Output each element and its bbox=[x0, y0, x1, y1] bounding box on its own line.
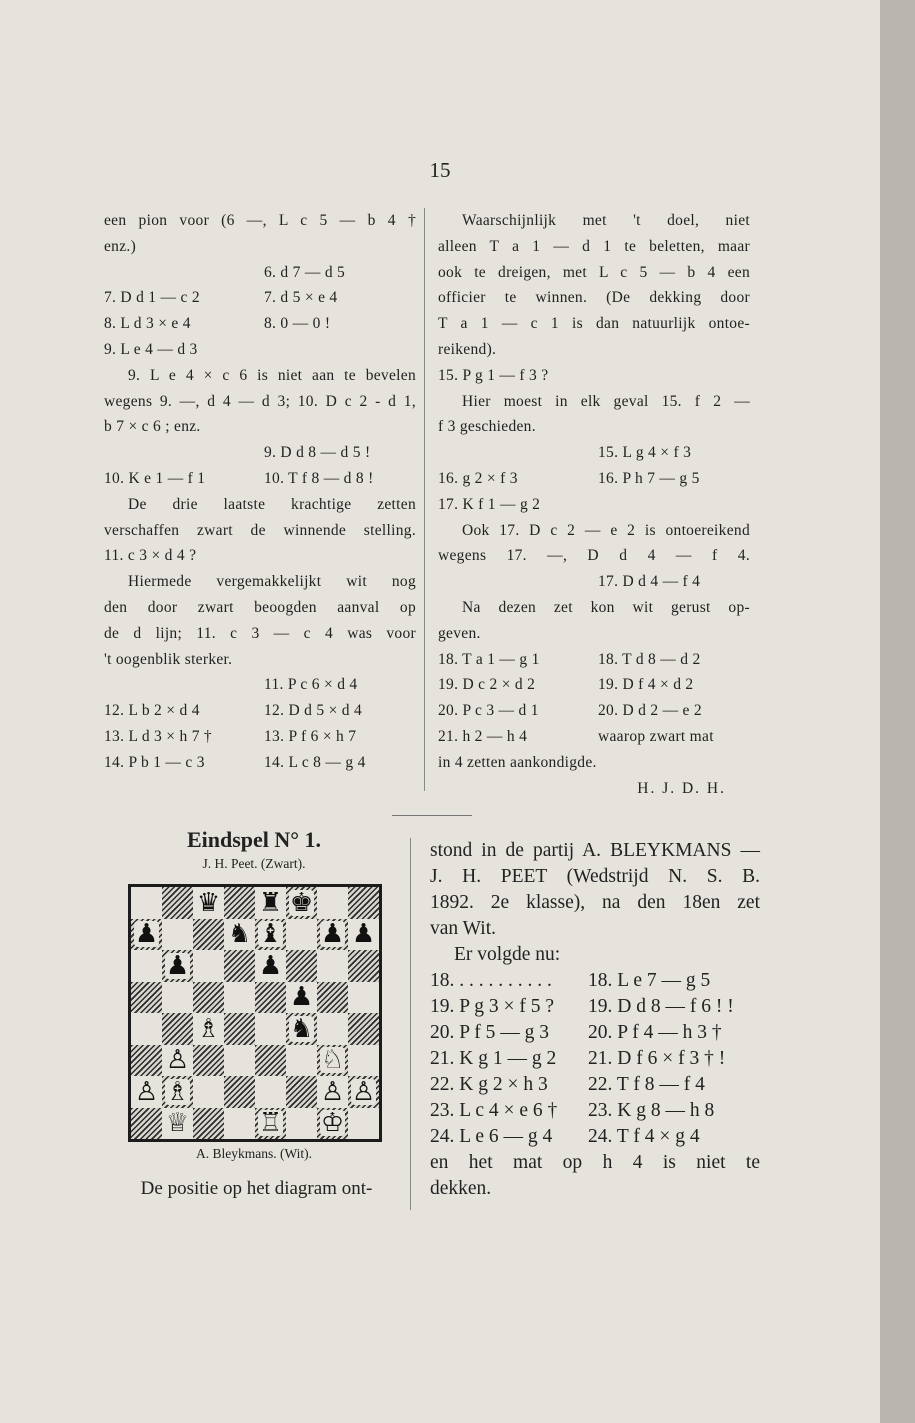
chess-piece-icon: ♛ bbox=[196, 887, 221, 918]
chess-piece-icon: ♚ bbox=[289, 887, 314, 918]
white-move bbox=[104, 672, 264, 698]
text-line: Ook 17. D c 2 — e 2 is ontoereikend bbox=[462, 521, 750, 539]
right-column bbox=[438, 208, 750, 801]
white-move: 22. K g 2 × h 3 bbox=[430, 1074, 548, 1095]
text-line: officier te winnen. (De dekking door bbox=[438, 289, 750, 307]
board-square bbox=[224, 1013, 255, 1045]
board-square bbox=[131, 950, 162, 982]
text-line: T a 1 — c 1 is dan natuurlijk ontoe- bbox=[438, 315, 750, 333]
move-row bbox=[438, 492, 750, 518]
text-line: van Wit. bbox=[430, 918, 497, 939]
move-row bbox=[104, 724, 416, 750]
board-square bbox=[193, 887, 224, 919]
board-square bbox=[348, 887, 379, 919]
text-line: 1892. 2e klasse), na den 18en zet bbox=[430, 892, 760, 913]
white-move: 20. P c 3 — d 1 bbox=[438, 702, 539, 720]
board-square bbox=[193, 950, 224, 982]
white-move: 16. g 2 × f 3 bbox=[438, 469, 518, 487]
page-edge bbox=[880, 0, 915, 1423]
text-line: enz.) bbox=[104, 237, 137, 255]
chess-piece-icon: ♙ bbox=[165, 1045, 190, 1076]
board-square bbox=[255, 1076, 286, 1108]
move-row bbox=[104, 337, 416, 363]
text-line: en het mat op h 4 is niet te bbox=[430, 1152, 760, 1173]
chess-piece-icon: ♟ bbox=[134, 919, 159, 950]
text-line: de d lijn; 11. c 3 — c 4 was voor bbox=[104, 624, 416, 642]
board-square bbox=[162, 887, 193, 919]
column-divider bbox=[424, 208, 425, 791]
board-square bbox=[224, 919, 255, 951]
board-square bbox=[348, 1076, 379, 1108]
board-square bbox=[193, 1013, 224, 1045]
board-square bbox=[162, 950, 193, 982]
black-move: 20. D d 2 — e 2 bbox=[598, 702, 702, 720]
chess-piece-icon: ♞ bbox=[227, 919, 252, 950]
board-square bbox=[193, 1076, 224, 1108]
board-square bbox=[131, 887, 162, 919]
board-square bbox=[255, 1108, 286, 1140]
text-line: dekken. bbox=[430, 1178, 492, 1199]
move-row bbox=[104, 466, 416, 492]
text-line: b 7 × c 6 ; enz. bbox=[104, 418, 201, 436]
note bbox=[104, 569, 416, 672]
move-row bbox=[430, 968, 760, 994]
board-square bbox=[317, 1108, 348, 1140]
white-player: A. Bleykmans. (Wit). bbox=[195, 1146, 313, 1161]
black-move bbox=[264, 337, 416, 363]
white-move: 19. D c 2 × d 2 bbox=[438, 676, 536, 694]
move-row bbox=[430, 1124, 760, 1150]
board-square bbox=[317, 919, 348, 951]
board-square bbox=[224, 950, 255, 982]
black-move: 16. P h 7 — g 5 bbox=[598, 469, 700, 487]
move-row bbox=[438, 698, 750, 724]
chess-piece-icon: ♟ bbox=[289, 982, 314, 1013]
move-row bbox=[104, 440, 416, 466]
board-square bbox=[255, 1045, 286, 1077]
column-divider-2 bbox=[410, 838, 411, 1210]
board-square bbox=[255, 919, 286, 951]
move-line: 15. P g 1 — f 3 ? bbox=[438, 366, 549, 384]
move-row bbox=[438, 466, 750, 492]
board-square bbox=[162, 919, 193, 951]
white-move: 19. P g 3 × f 5 ? bbox=[430, 996, 555, 1017]
chess-piece-icon: ♙ bbox=[351, 1076, 376, 1107]
move-row bbox=[438, 569, 750, 595]
black-move: waarop zwart mat bbox=[598, 727, 714, 745]
text-line: wegens 17. —, D d 4 — f 4. bbox=[438, 547, 750, 565]
board-square bbox=[193, 1045, 224, 1077]
move-row bbox=[104, 698, 416, 724]
black-move: 6. d 7 — d 5 bbox=[264, 263, 346, 281]
white-move: 7. D d 1 — c 2 bbox=[104, 289, 200, 307]
chess-piece-icon: ♕ bbox=[165, 1108, 190, 1139]
text-line: in 4 zetten aankondigde. bbox=[438, 753, 597, 771]
board-square bbox=[317, 887, 348, 919]
board-square bbox=[286, 1045, 317, 1077]
page-number: 15 bbox=[429, 158, 451, 182]
chess-piece-icon: ♙ bbox=[134, 1076, 159, 1107]
chess-piece-icon: ♟ bbox=[351, 919, 376, 950]
black-move: 19. D f 4 × d 2 bbox=[598, 676, 694, 694]
board-square bbox=[131, 1076, 162, 1108]
chess-diagram bbox=[128, 884, 382, 1142]
black-move: 15. L g 4 × f 3 bbox=[598, 444, 692, 462]
chess-piece-icon: ♔ bbox=[320, 1108, 345, 1139]
move-row bbox=[438, 440, 750, 466]
text-line: Waarschijnlijk met 't doel, niet bbox=[462, 212, 750, 229]
chess-piece-icon: ♟ bbox=[320, 919, 345, 950]
board-square bbox=[162, 982, 193, 1014]
text-line: Hiermede vergemakkelijkt wit nog bbox=[128, 573, 416, 591]
board-square bbox=[348, 1013, 379, 1045]
text-line: ook te dreigen, met L c 5 — b 4 een bbox=[438, 263, 750, 281]
board-square bbox=[224, 1076, 255, 1108]
chess-piece-icon: ♜ bbox=[258, 887, 283, 918]
white-move: 12. L b 2 × d 4 bbox=[104, 702, 200, 720]
board-square bbox=[348, 1045, 379, 1077]
board-square bbox=[131, 1108, 162, 1140]
board-square bbox=[255, 982, 286, 1014]
white-move bbox=[438, 440, 598, 466]
text-line: alleen T a 1 — d 1 te beletten, maar bbox=[438, 237, 750, 255]
black-move: 13. P f 6 × h 7 bbox=[264, 727, 357, 745]
white-move bbox=[438, 569, 598, 595]
board-square bbox=[224, 982, 255, 1014]
text-line: geven. bbox=[438, 624, 481, 642]
chess-piece-icon: ♗ bbox=[165, 1076, 190, 1107]
text-line: reikend). bbox=[438, 340, 497, 358]
black-move: 11. P c 6 × d 4 bbox=[264, 676, 358, 694]
board-square bbox=[286, 1108, 317, 1140]
board-square bbox=[286, 950, 317, 982]
chess-piece-icon: ♖ bbox=[258, 1108, 283, 1139]
chess-piece-icon: ♝ bbox=[258, 919, 283, 950]
move-row bbox=[430, 1098, 760, 1124]
section-divider bbox=[392, 815, 472, 816]
move-line: 11. c 3 × d 4 ? bbox=[104, 547, 197, 565]
board-square bbox=[131, 982, 162, 1014]
board-square bbox=[348, 919, 379, 951]
white-move bbox=[104, 260, 264, 286]
board-square bbox=[348, 950, 379, 982]
text-line: f 3 geschieden. bbox=[438, 418, 536, 436]
board-square bbox=[131, 919, 162, 951]
move-row bbox=[104, 311, 416, 337]
text-line: 9. L e 4 × c 6 is niet aan te bevelen bbox=[128, 366, 416, 384]
black-move: 21. D f 6 × f 3 † ! bbox=[588, 1048, 726, 1069]
left-column bbox=[104, 208, 416, 776]
board-square bbox=[162, 1013, 193, 1045]
board-square bbox=[131, 1013, 162, 1045]
text-line: den door zwart beoogden aanval op bbox=[104, 598, 416, 616]
move-row bbox=[104, 285, 416, 311]
move-row bbox=[430, 1072, 760, 1098]
board-square bbox=[317, 1076, 348, 1108]
board-square bbox=[162, 1076, 193, 1108]
text-line: Er volgde nu: bbox=[454, 944, 561, 965]
board-square bbox=[255, 950, 286, 982]
black-move: 20. P f 4 — h 3 † bbox=[588, 1022, 722, 1043]
white-move: 24. L e 6 — g 4 bbox=[430, 1126, 553, 1147]
black-move: 9. D d 8 — d 5 ! bbox=[264, 444, 371, 462]
black-move: 19. D d 8 — f 6 ! ! bbox=[588, 996, 734, 1017]
black-move: 17. D d 4 — f 4 bbox=[598, 573, 701, 591]
text-line: wegens 9. —, d 4 — d 3; 10. D c 2 - d 1, bbox=[104, 392, 416, 410]
board-square bbox=[162, 1108, 193, 1140]
board-square bbox=[348, 1108, 379, 1140]
board-square bbox=[162, 1045, 193, 1077]
white-move: 21. h 2 — h 4 bbox=[438, 727, 528, 745]
board-square bbox=[317, 982, 348, 1014]
board-square bbox=[317, 950, 348, 982]
diagram-lead-text: De positie op het diagram ont- bbox=[140, 1178, 373, 1199]
white-move: 8. L d 3 × e 4 bbox=[104, 315, 191, 333]
black-move: 24. T f 4 × g 4 bbox=[588, 1126, 700, 1147]
endgame-header bbox=[104, 826, 404, 874]
black-move: 23. K g 8 — h 8 bbox=[588, 1100, 715, 1121]
board-square bbox=[224, 1108, 255, 1140]
board-square bbox=[286, 1013, 317, 1045]
white-move: 18. T a 1 — g 1 bbox=[438, 650, 540, 668]
white-move: 14. P b 1 — c 3 bbox=[104, 753, 205, 771]
chess-piece-icon: ♗ bbox=[196, 1013, 221, 1044]
board-square bbox=[348, 982, 379, 1014]
move-row bbox=[430, 1020, 760, 1046]
move-row bbox=[104, 672, 416, 698]
black-move: 12. D d 5 × d 4 bbox=[264, 702, 363, 720]
black-move: 18. L e 7 — g 5 bbox=[588, 970, 711, 991]
move-row bbox=[438, 647, 750, 673]
chess-piece-icon: ♘ bbox=[320, 1045, 345, 1076]
board-square bbox=[286, 982, 317, 1014]
white-move bbox=[104, 440, 264, 466]
move-row bbox=[430, 1046, 760, 1072]
black-move: 10. T f 8 — d 8 ! bbox=[264, 469, 374, 487]
chess-piece-icon: ♙ bbox=[320, 1076, 345, 1107]
board-square bbox=[286, 887, 317, 919]
move-row bbox=[438, 672, 750, 698]
white-move: 10. K e 1 — f 1 bbox=[104, 469, 206, 487]
note bbox=[104, 492, 416, 544]
black-move: 7. d 5 × e 4 bbox=[264, 289, 338, 307]
chess-piece-icon: ♟ bbox=[165, 950, 190, 981]
text-line: een pion voor (6 —, L c 5 — b 4 † bbox=[104, 212, 416, 229]
board-square bbox=[286, 1076, 317, 1108]
board-square bbox=[286, 919, 317, 951]
black-move bbox=[598, 492, 750, 518]
chess-piece-icon: ♟ bbox=[258, 950, 283, 981]
move-row bbox=[104, 750, 416, 776]
white-move: 21. K g 1 — g 2 bbox=[430, 1048, 557, 1069]
move-row bbox=[430, 994, 760, 1020]
board-square bbox=[255, 1013, 286, 1045]
board-square bbox=[255, 887, 286, 919]
board-square bbox=[193, 982, 224, 1014]
text-line: Na dezen zet kon wit gerust op- bbox=[462, 598, 750, 616]
board-square bbox=[193, 919, 224, 951]
white-move: 9. L e 4 — d 3 bbox=[104, 340, 198, 358]
text-line: Hier moest in elk geval 15. f 2 — bbox=[462, 392, 750, 410]
board-square bbox=[317, 1013, 348, 1045]
white-move: 13. L d 3 × h 7 † bbox=[104, 727, 212, 745]
board-square bbox=[317, 1045, 348, 1077]
text-line: 't oogenblik sterker. bbox=[104, 650, 233, 668]
board-square bbox=[193, 1108, 224, 1140]
chess-board bbox=[131, 887, 379, 1139]
endgame-title: Eindspel N° 1. bbox=[186, 827, 322, 852]
endgame-text bbox=[430, 838, 760, 1202]
board-square bbox=[224, 1045, 255, 1077]
board-square bbox=[224, 887, 255, 919]
white-move: 23. L c 4 × e 6 † bbox=[430, 1100, 558, 1121]
black-move: 8. 0 — 0 ! bbox=[264, 315, 331, 333]
black-move: 14. L c 8 — g 4 bbox=[264, 753, 366, 771]
signature: H. J. D. H. bbox=[637, 779, 726, 797]
text-line: De drie laatste krachtige zetten bbox=[128, 495, 416, 513]
black-player: J. H. Peet. (Zwart). bbox=[202, 856, 306, 871]
text-line: J. H. PEET (Wedstrijd N. S. B. bbox=[430, 866, 760, 887]
text-line: stond in de partij A. BLEYKMANS — bbox=[430, 840, 760, 861]
move-row bbox=[438, 724, 750, 750]
text-line: verschaffen zwart de winnende stelling. bbox=[104, 521, 416, 539]
white-move: 20. P f 5 — g 3 bbox=[430, 1022, 549, 1043]
board-square bbox=[131, 1045, 162, 1077]
white-move: 17. K f 1 — g 2 bbox=[438, 495, 541, 513]
note bbox=[104, 363, 416, 440]
chess-piece-icon: ♞ bbox=[289, 1013, 314, 1044]
black-move: 18. T d 8 — d 2 bbox=[598, 650, 701, 668]
move-row bbox=[104, 260, 416, 286]
black-move: 22. T f 8 — f 4 bbox=[588, 1074, 705, 1095]
white-move: 18. . . . . . . . . . . bbox=[430, 970, 552, 991]
